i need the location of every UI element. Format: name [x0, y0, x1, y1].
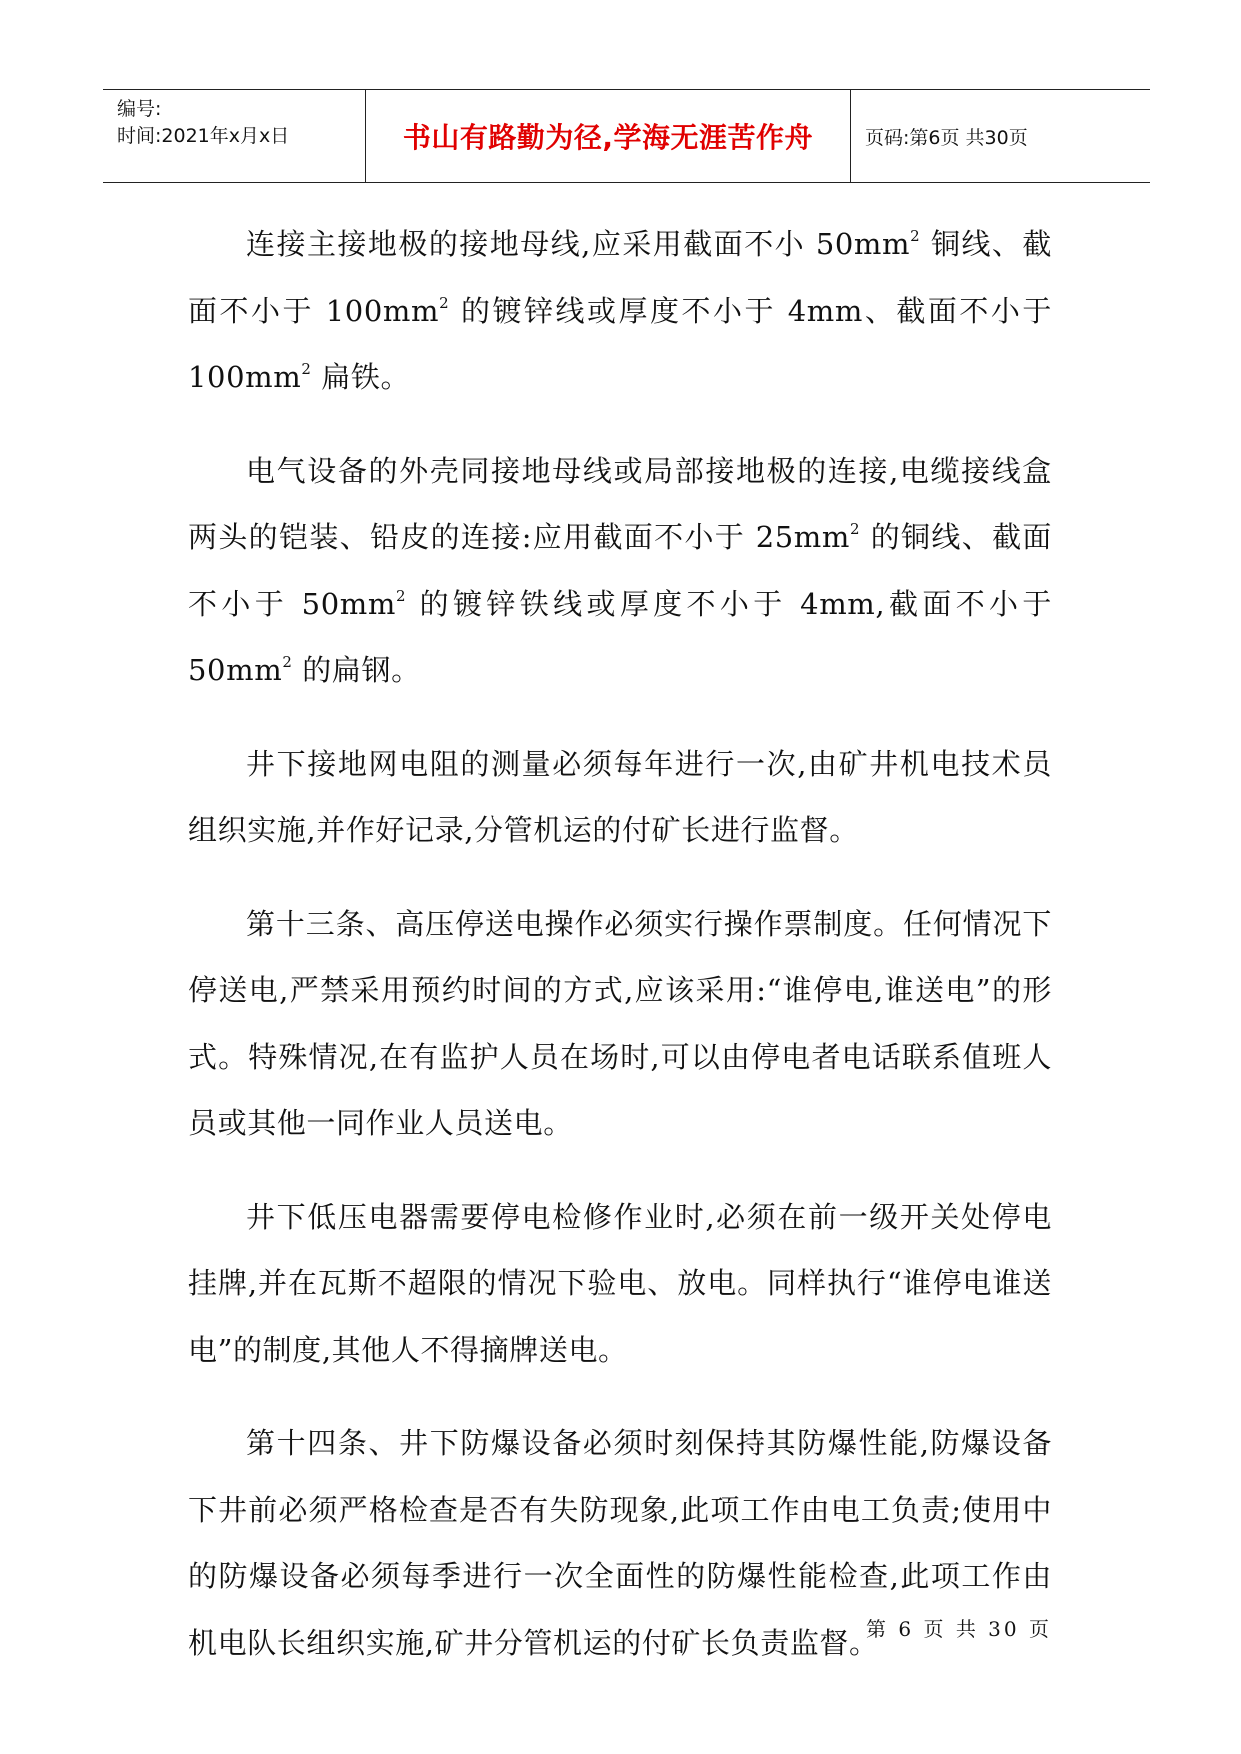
superscript-exponent: 2 [301, 360, 312, 378]
header-meta-cell [103, 90, 366, 182]
paragraph [188, 211, 1052, 411]
page-header [103, 89, 1150, 183]
date-line: 时间:2021年x月x日 [117, 125, 290, 147]
serial-number-label: 编号: [117, 98, 162, 120]
paragraph-text: 连接主接地极的接地母线,应采用截面不小 50mm [246, 227, 911, 261]
paragraph-text: 的扁钢。 [292, 653, 421, 687]
header-motto-cell [366, 90, 851, 182]
motto-text: 书山有路勤为径,学海无涯苦作舟 [402, 121, 814, 154]
superscript-exponent: 2 [850, 520, 861, 538]
paragraph-text: 电气设备的外壳同接地母线或局部接地极的连接,电缆接线盒两头的铠装、铅皮的连接:应用截面不小于 25mm [188, 453, 1052, 554]
paragraph-text: 第十四条、井下防爆设备必须时刻保持其防爆性能,防爆设备下井前必须严格检查是否有失防现象,此项工作由电工负责;使用中的防爆设备必须每季进行一次全面性的防爆性能检查,此项工作由机电队长组织实施,矿井分管机运的付矿长负责监督。 [188, 1426, 1052, 1660]
paragraph-text: 的镀锌铁线或厚度不小于 4mm,截面不小于 50mm [188, 586, 1053, 687]
paragraph [188, 891, 1052, 1157]
header-page-cell [851, 90, 1150, 182]
superscript-exponent: 2 [395, 586, 407, 605]
superscript-exponent: 2 [282, 653, 293, 671]
paragraph [188, 731, 1052, 864]
page-footer: 第 6 页 共 30 页 [866, 1617, 1052, 1641]
paragraph-text: 铜线、截面不小于 100mm [188, 227, 1052, 328]
paragraph-text: 井下接地网电阻的测量必须每年进行一次,由矿井机电技术员组织实施,并作好记录,分管机运的付矿长进行监督。 [188, 746, 1052, 847]
superscript-exponent: 2 [910, 227, 921, 245]
paragraph-text: 的镀锌线或厚度不小于 4mm、截面不小于 100mm [188, 293, 1052, 394]
paragraph-text: 第十三条、高压停送电操作必须实行操作票制度。任何情况下停送电,严禁采用预约时间的方式,应该采用:“谁停电,谁送电”的形式。特殊情况,在有监护人员在场时,可以由停电者电话联系值班人员或其他一同作业人员送电。 [188, 906, 1052, 1140]
paragraph-text: 的铜线、截面不小于 50mm [188, 520, 1053, 621]
superscript-exponent: 2 [439, 293, 450, 312]
paragraph-text: 扁铁。 [311, 360, 411, 394]
paragraph [188, 1184, 1052, 1384]
body-text [188, 211, 1052, 1703]
paragraph-text: 井下低压电器需要停电检修作业时,必须在前一级开关处停电挂牌,并在瓦斯不超限的情况下验电、放电。同样执行“谁停电谁送电”的制度,其他人不得摘牌送电。 [188, 1199, 1052, 1367]
page-number-info: 页码:第6页 共30页 [865, 126, 1028, 149]
paragraph [188, 438, 1052, 704]
